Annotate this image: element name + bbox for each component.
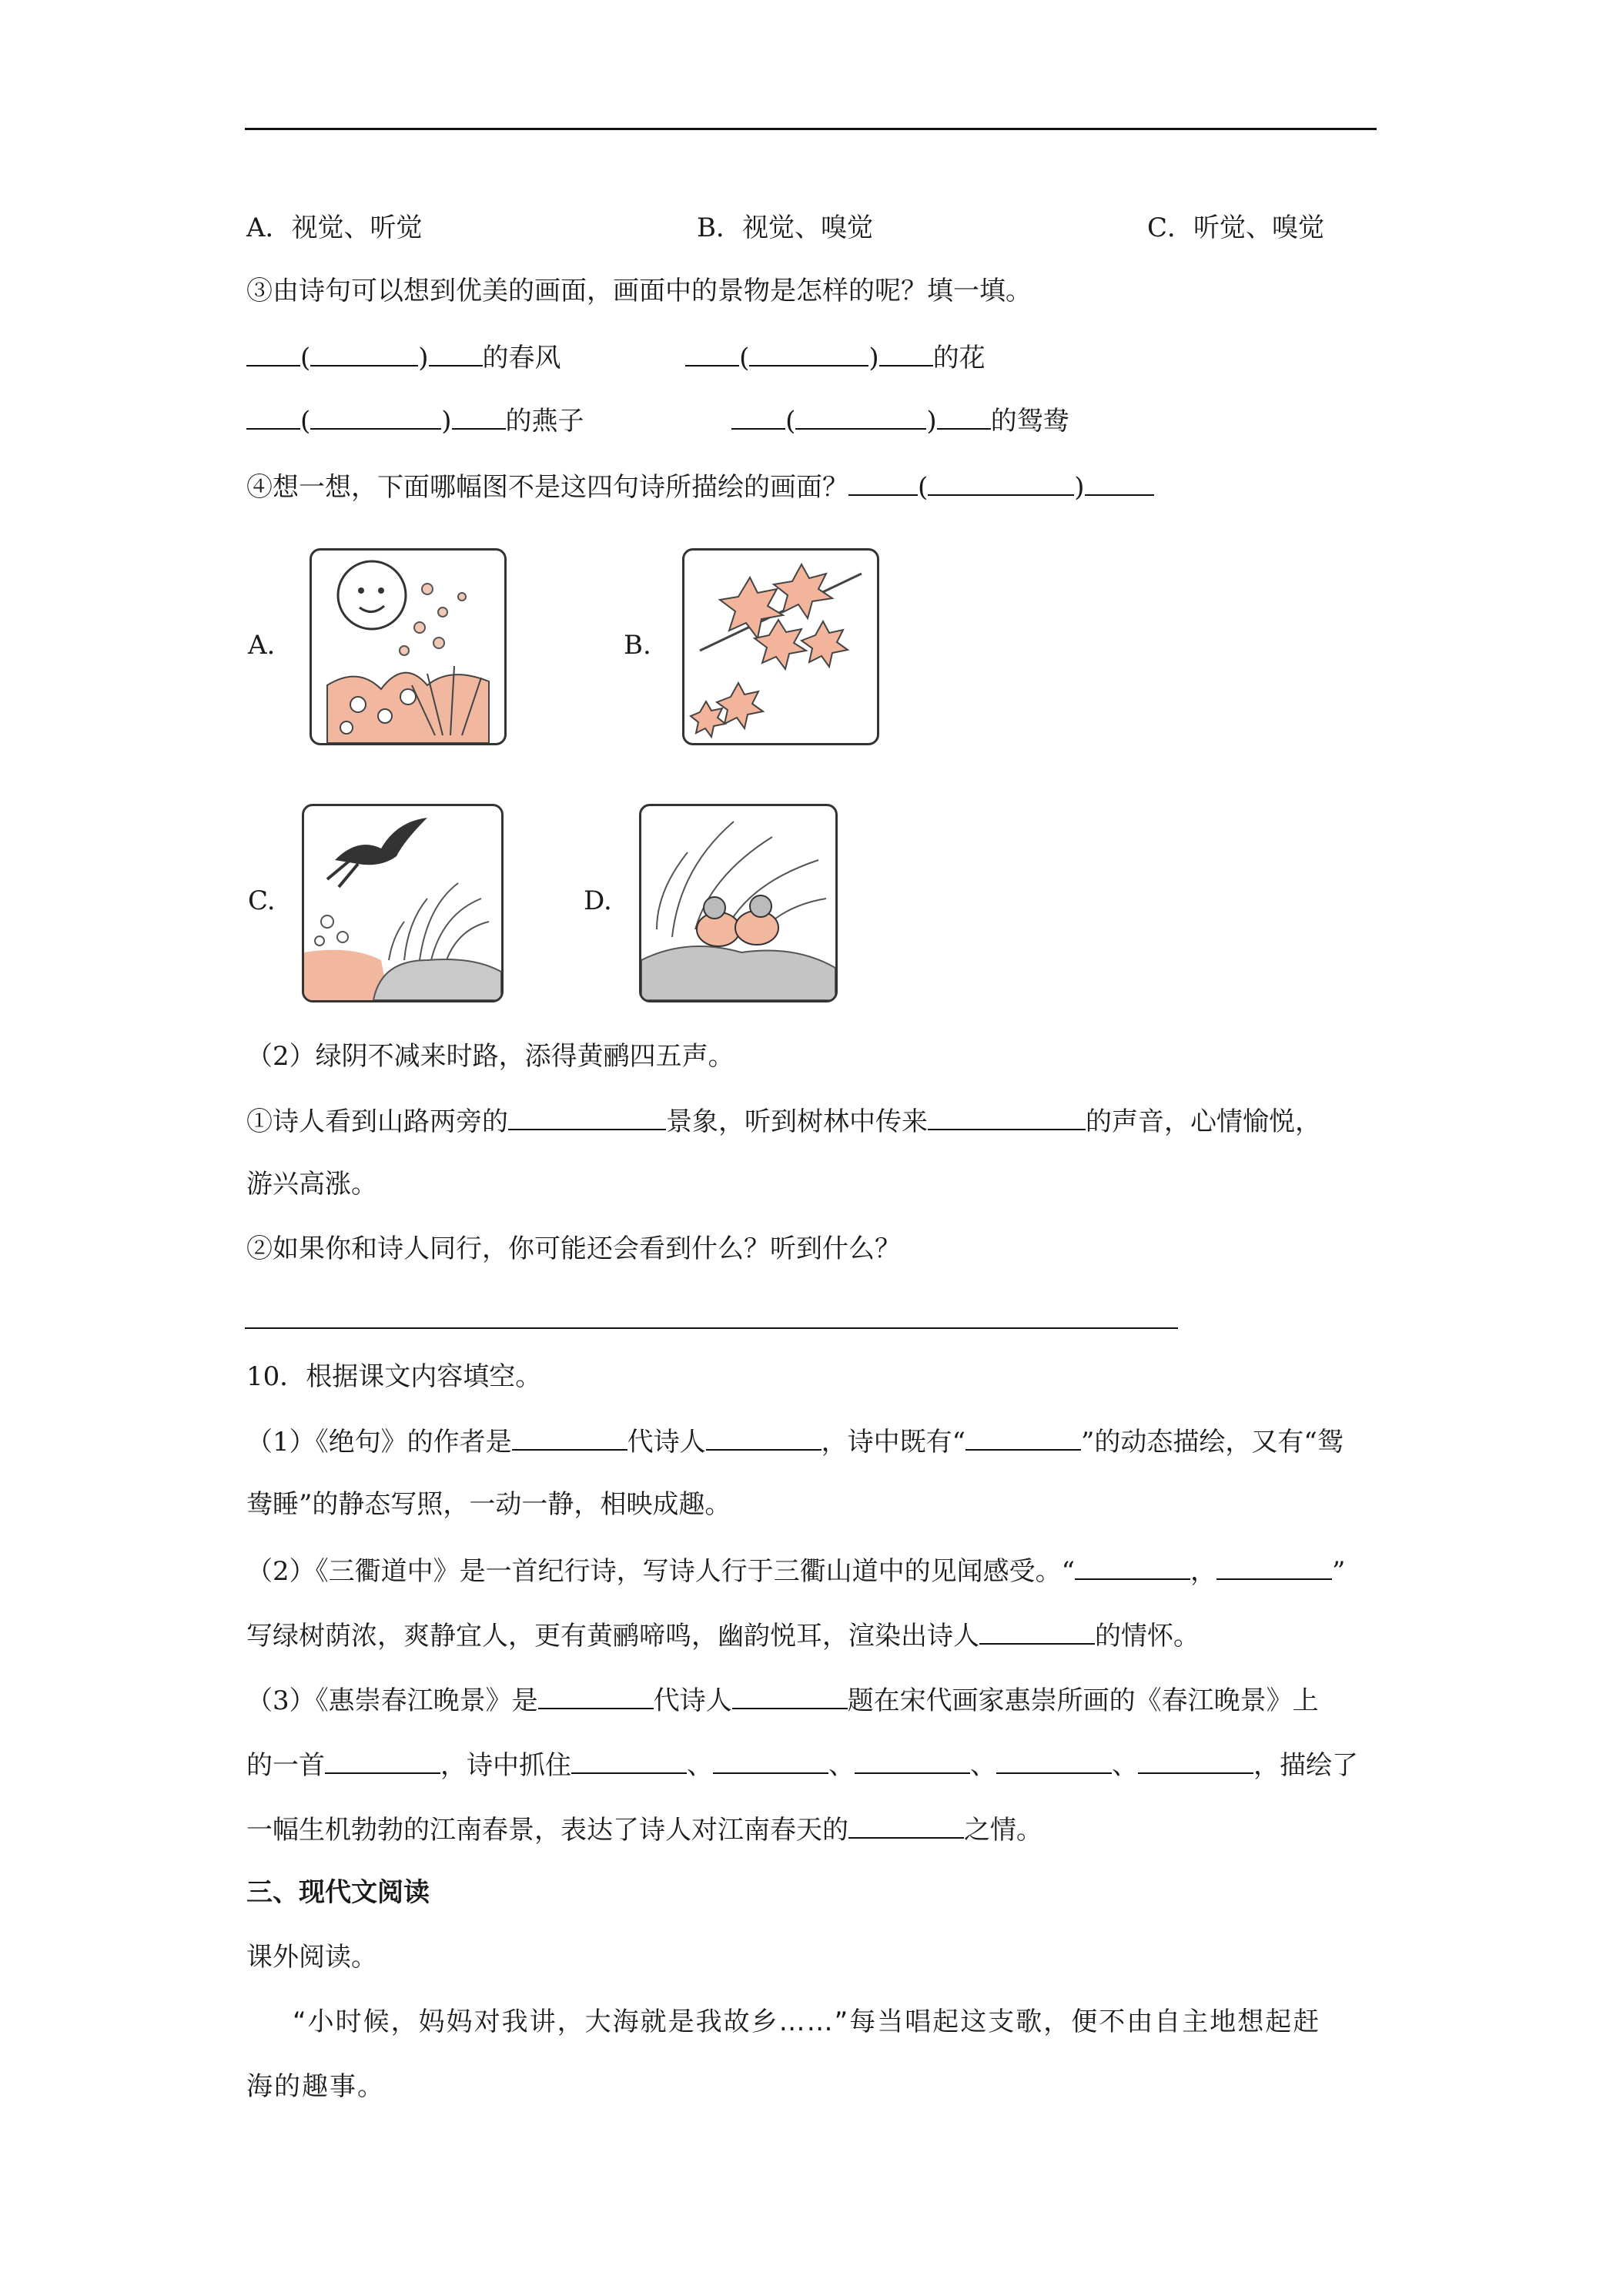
figure-a-label: A. <box>248 630 276 661</box>
separator: 、 <box>828 1750 855 1781</box>
q10-p2-e: 的情怀。 <box>1095 1621 1200 1652</box>
q10-p3-e: ，诗中抓住 <box>440 1750 571 1781</box>
top-rule <box>245 128 1377 130</box>
q10-p3-d: 的一首 <box>246 1750 325 1781</box>
blank[interactable] <box>979 1617 1095 1645</box>
paren: ( <box>918 472 929 503</box>
figure-d-label: D. <box>584 885 612 916</box>
q10-p1-a: （1）《绝句》的作者是 <box>246 1427 512 1458</box>
q3-row2 <box>246 402 1069 438</box>
q3-item3: 的燕子 <box>505 406 584 437</box>
paren: ) <box>1074 472 1085 503</box>
q10-p2-c: ” <box>1332 1556 1346 1587</box>
blank[interactable] <box>795 402 926 430</box>
q3-prompt: ③由诗句可以想到优美的画面，画面中的景物是怎样的呢？填一填。 <box>246 276 1032 306</box>
q10-p3-g: 一幅生机勃勃的江南春景，表达了诗人对江南春天的 <box>246 1815 848 1846</box>
q3-item1: 的春风 <box>482 343 561 373</box>
blank[interactable] <box>937 402 991 430</box>
q10-p2-a: （2）《三衢道中》是一首纪行诗，写诗人行于三衢山道中的见闻感受。“ <box>246 1556 1076 1587</box>
option-b: B．视觉、嗅觉 <box>697 213 873 243</box>
paren: ) <box>868 343 879 373</box>
separator: 、 <box>1112 1750 1138 1781</box>
blank[interactable] <box>246 339 300 366</box>
blank[interactable] <box>246 402 300 430</box>
blank[interactable] <box>508 1103 666 1130</box>
part2-q1-cont: 游兴高涨。 <box>246 1169 377 1200</box>
blank[interactable] <box>855 1746 970 1774</box>
q4-row <box>246 468 1154 504</box>
story-para-line2: 海的趣事。 <box>246 2071 385 2102</box>
blank[interactable] <box>429 339 483 366</box>
blank[interactable] <box>848 1811 964 1839</box>
story-para-line1: “小时候，妈妈对我讲，大海就是我故乡……”每当唱起这支歌，便不由自主地想起赶 <box>293 2006 1321 2037</box>
blank[interactable] <box>310 402 441 430</box>
part2-q1-text-b: 景象，听到树林中传来 <box>666 1106 928 1137</box>
q10-p1-b: 代诗人 <box>627 1427 706 1458</box>
part2-q1-text-c: 的声音，心情愉悦， <box>1086 1106 1321 1137</box>
blank[interactable] <box>731 402 785 430</box>
q3-row1 <box>246 339 986 375</box>
blank[interactable] <box>928 468 1074 496</box>
separator: 、 <box>687 1750 713 1781</box>
q10-p1-row <box>246 1423 1344 1459</box>
blank[interactable] <box>571 1746 687 1774</box>
maple-leaves-icon <box>684 551 877 743</box>
q10-p3-row <box>246 1682 1319 1718</box>
part2-title: （2）绿阴不减来时路，添得黄鹂四五声。 <box>246 1041 735 1072</box>
blank[interactable] <box>713 1746 828 1774</box>
option-a: A．视觉、听觉 <box>246 213 423 243</box>
q10-p3-cont <box>246 1746 1358 1782</box>
q10-p1-cont: 鸯睡”的静态写照，一动一静，相映成趣。 <box>246 1489 731 1520</box>
section3-subtitle: 课外阅读。 <box>246 1942 377 1973</box>
option-c: C．听觉、嗅觉 <box>1147 213 1325 243</box>
blank[interactable] <box>538 1682 654 1709</box>
q10-p2-b: ， <box>1190 1556 1217 1587</box>
paren: ) <box>441 406 452 437</box>
blank[interactable] <box>685 339 739 366</box>
blank[interactable] <box>512 1423 627 1451</box>
sun-flowers-picture[interactable] <box>310 548 507 745</box>
blank[interactable] <box>848 468 918 496</box>
q10-p2-row <box>246 1552 1345 1588</box>
mandarin-ducks-picture[interactable] <box>639 804 838 1002</box>
paren: ( <box>300 343 311 373</box>
q10-p1-c: ，诗中既有“ <box>821 1427 966 1458</box>
blank[interactable] <box>325 1746 440 1774</box>
paren: ( <box>300 406 311 437</box>
blank[interactable] <box>1085 468 1154 496</box>
part2-q1-row <box>246 1103 1321 1139</box>
blank[interactable] <box>310 339 418 366</box>
q10-p2-cont <box>246 1617 1200 1653</box>
q3-item2: 的花 <box>932 343 986 373</box>
swallow-grass-picture[interactable] <box>302 804 504 1002</box>
q10-p3-f: ，描绘了 <box>1253 1750 1358 1781</box>
maple-leaves-picture[interactable] <box>682 548 879 745</box>
q10-p3-h: 之情。 <box>964 1815 1042 1846</box>
q10-title: 10．根据课文内容填空。 <box>246 1361 542 1392</box>
sun-flowers-icon <box>312 551 504 743</box>
q10-p1-d: ”的动态描绘，又有“鸳 <box>1081 1427 1344 1458</box>
answer-line[interactable] <box>245 1327 1178 1329</box>
blank[interactable] <box>1138 1746 1253 1774</box>
blank[interactable] <box>452 402 506 430</box>
swallow-grass-icon <box>304 806 501 1000</box>
q4-prompt: ④想一想，下面哪幅图不是这四句诗所描绘的画面？ <box>246 472 848 503</box>
blank[interactable] <box>1075 1552 1190 1580</box>
part2-q1-text-a: ①诗人看到山路两旁的 <box>246 1106 508 1137</box>
blank[interactable] <box>965 1423 1081 1451</box>
q10-p3-c: 题在宋代画家惠崇所画的《春江晚景》上 <box>847 1685 1319 1716</box>
blank[interactable] <box>1216 1552 1332 1580</box>
blank[interactable] <box>706 1423 822 1451</box>
figure-b-label: B. <box>624 630 651 661</box>
q10-p2-d: 写绿树荫浓，爽静宜人，更有黄鹂啼鸣，幽韵悦耳，渲染出诗人 <box>246 1621 979 1652</box>
paren: ) <box>418 343 429 373</box>
blank[interactable] <box>928 1103 1086 1130</box>
figure-c-label: C. <box>248 885 276 916</box>
q10-p3-b: 代诗人 <box>653 1685 732 1716</box>
mandarin-ducks-icon <box>641 806 835 1000</box>
blank[interactable] <box>732 1682 848 1709</box>
part2-q2: ②如果你和诗人同行，你可能还会看到什么？听到什么？ <box>246 1233 901 1264</box>
separator: 、 <box>970 1750 996 1781</box>
paren: ( <box>785 406 796 437</box>
section3-title: 三、现代文阅读 <box>246 1877 430 1908</box>
blank[interactable] <box>879 339 933 366</box>
blank[interactable] <box>749 339 868 366</box>
q10-p3-a: （3）《惠崇春江晚景》是 <box>246 1685 538 1716</box>
paren: ) <box>926 406 937 437</box>
q10-p3-cont2 <box>246 1811 1042 1847</box>
q3-item4: 的鸳鸯 <box>990 406 1069 437</box>
paren: ( <box>739 343 750 373</box>
blank[interactable] <box>996 1746 1112 1774</box>
